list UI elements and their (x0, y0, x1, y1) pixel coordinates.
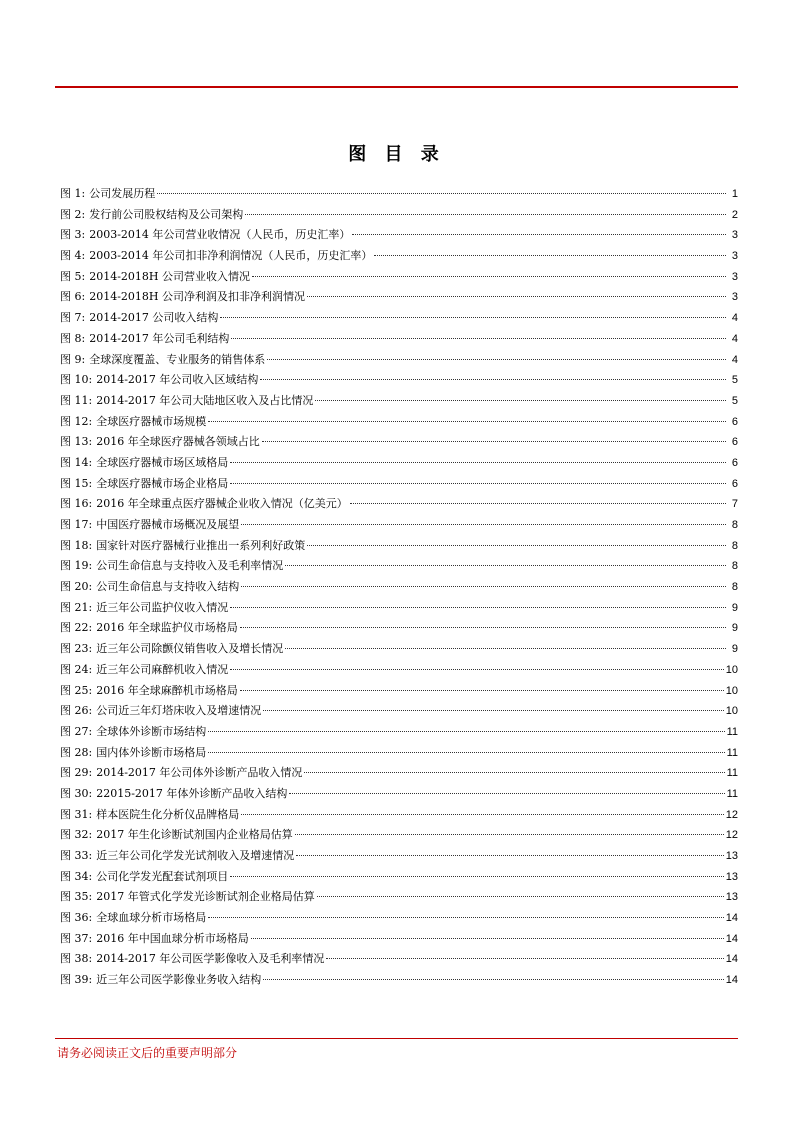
dot-leader (245, 214, 726, 215)
toc-page-number: 3 (731, 291, 738, 304)
toc-entry[interactable] (60, 475, 738, 496)
toc-page-number: 6 (731, 477, 738, 490)
toc-page-number: 11 (726, 725, 738, 738)
toc-figure-number: 图 13: (60, 435, 93, 449)
toc-page-number: 10 (725, 705, 738, 718)
toc-figure-number: 图 18: (60, 538, 93, 552)
toc-page-number: 13 (725, 850, 738, 862)
dot-leader (251, 938, 724, 939)
toc-figure-title: 2016 年中国血球分析市场格局 (96, 931, 249, 945)
toc-figure-title: 近三年公司麻醉机收入情况 (96, 662, 229, 676)
page-title: 图 目 录 (348, 144, 445, 165)
dot-leader (262, 441, 726, 442)
toc-figure-title: 2003-2014 年公司扣非净利润情况（人民币，历史汇率） (89, 249, 373, 263)
dot-leader (208, 731, 724, 732)
dot-leader (252, 276, 726, 277)
toc-page-number: 6 (731, 436, 738, 449)
toc-figure-number: 图 39: (60, 973, 93, 987)
dot-leader (374, 255, 726, 256)
dot-leader (230, 669, 724, 670)
toc-figure-title: 2016 年全球重点医疗器械企业收入情况（亿美元） (96, 497, 348, 511)
toc-page-number: 4 (731, 312, 738, 325)
dot-leader (230, 462, 726, 463)
dot-leader (285, 648, 726, 649)
toc-entry[interactable] (60, 433, 738, 454)
dot-leader (285, 565, 726, 566)
dot-leader (289, 793, 724, 794)
toc-figure-number: 图 2: (60, 207, 86, 221)
toc-figure-title: 2017 年管式化学发光诊断试剂企业格局估算 (96, 890, 315, 904)
toc-figure-title: 全球医疗器械市场规模 (96, 414, 207, 428)
toc-figure-title: 近三年公司监护仪收入情况 (96, 600, 229, 614)
toc-figure-title: 全球体外诊断市场结构 (96, 724, 207, 738)
dot-leader (240, 627, 726, 628)
toc-page-number: 14 (725, 932, 738, 945)
toc-page-number: 5 (731, 374, 738, 387)
toc-page-number: 4 (731, 332, 738, 345)
dot-leader (263, 710, 724, 711)
dot-leader (267, 359, 726, 360)
toc-entry[interactable] (60, 537, 738, 558)
toc-figure-number: 图 14: (60, 455, 93, 469)
toc-figure-number: 图 35: (60, 890, 93, 904)
toc-figure-title: 2014-2017 公司收入结构 (89, 311, 219, 325)
toc-page-number: 8 (731, 519, 738, 531)
dot-leader (230, 483, 726, 484)
toc-figure-title: 22015-2017 年体外诊断产品收入结构 (96, 786, 288, 800)
toc-figure-number: 图 32: (60, 828, 93, 842)
toc-figure-number: 图 27: (60, 724, 93, 738)
toc-entry[interactable] (60, 640, 738, 661)
dot-leader (326, 958, 723, 959)
toc-figure-number: 图 33: (60, 849, 93, 862)
toc-figure-number: 图 12: (60, 414, 93, 428)
toc-entry[interactable] (60, 247, 738, 268)
toc-entry[interactable] (60, 868, 738, 889)
toc-figure-number: 图 3: (60, 228, 86, 242)
toc-entry[interactable] (60, 599, 738, 620)
disclaimer-note: 请务必阅读正文后的重要声明部分 (57, 1046, 238, 1060)
toc-figure-title: 国家针对医疗器械行业推出一系列利好政策 (96, 538, 306, 552)
dot-leader (260, 379, 726, 380)
toc-entry[interactable] (60, 661, 738, 682)
toc-page-number: 2 (731, 208, 738, 221)
toc-figure-number: 图 24: (60, 662, 93, 676)
toc-page-number: 12 (725, 808, 738, 821)
toc-figure-number: 图 31: (60, 807, 93, 821)
toc-figure-number: 图 26: (60, 704, 93, 718)
toc-figure-title: 国内体外诊断市场格局 (96, 745, 207, 759)
dot-leader (352, 234, 726, 235)
toc-figure-title: 2003-2014 年公司营业收情况（人民币，历史汇率） (89, 228, 351, 242)
dot-leader (263, 979, 724, 980)
dot-leader (230, 607, 726, 608)
dot-leader (241, 586, 726, 587)
toc-figure-number: 图 11: (60, 393, 93, 407)
toc-figure-title: 全球血球分析市场格局 (96, 911, 207, 925)
toc-figure-title: 2014-2018H 公司营业收入情况 (89, 269, 250, 283)
toc-figure-number: 图 1: (60, 187, 86, 200)
dot-leader (220, 317, 726, 318)
toc-entry[interactable] (60, 785, 738, 806)
dot-leader (315, 400, 726, 401)
toc-page-number: 10 (725, 663, 738, 676)
dot-leader (350, 503, 726, 504)
dot-leader (208, 917, 724, 918)
toc-page-number: 8 (731, 560, 738, 573)
toc-page-number: 8 (731, 539, 738, 552)
toc-figure-number: 图 28: (60, 745, 93, 759)
toc-entry[interactable] (60, 950, 738, 971)
toc-page-number: 11 (726, 787, 738, 800)
toc-page-number: 8 (731, 581, 738, 594)
toc-figure-number: 图 20: (60, 580, 93, 594)
footer-divider (55, 1038, 738, 1039)
toc-entry[interactable] (60, 330, 738, 351)
toc-entry[interactable] (60, 309, 738, 330)
toc-page-number: 12 (725, 829, 738, 842)
dot-leader (240, 690, 724, 691)
toc-figure-title: 2017 年生化诊断试剂国内企业格局估算 (96, 828, 293, 842)
toc-figure-number: 图 9: (60, 352, 86, 366)
toc-entry[interactable] (60, 495, 738, 516)
toc-figure-title: 全球医疗器械市场企业格局 (96, 476, 229, 490)
toc-figure-number: 图 19: (60, 559, 93, 573)
toc-figure-number: 图 22: (60, 621, 93, 635)
toc-entry[interactable] (60, 454, 738, 475)
toc-entry[interactable] (60, 206, 738, 227)
toc-figure-title: 近三年公司医学影像业务收入结构 (96, 973, 262, 987)
toc-figure-title: 2014-2017 年公司大陆地区收入及占比情况 (96, 393, 314, 407)
toc-figure-title: 2014-2018H 公司净利润及扣非净利润情况 (89, 290, 305, 304)
toc-figure-title: 2014-2017 年公司收入区域结构 (96, 373, 259, 387)
toc-entry[interactable] (60, 371, 738, 392)
toc-page-number: 3 (731, 270, 738, 283)
toc-figure-title: 2016 年全球麻醉机市场格局 (96, 683, 238, 697)
toc-page-number: 11 (726, 767, 738, 780)
toc-entry[interactable] (60, 516, 738, 537)
toc-page-number: 4 (731, 353, 738, 366)
toc-figure-number: 图 10: (60, 373, 93, 387)
toc-figure-title: 公司发展历程 (89, 187, 156, 200)
toc-page-number: 13 (725, 870, 738, 883)
toc-entry[interactable] (60, 392, 738, 413)
toc-entry[interactable] (60, 268, 738, 289)
toc-figure-title: 公司生命信息与支持收入结构 (96, 580, 240, 594)
toc-entry[interactable] (60, 806, 738, 827)
dot-leader (230, 876, 724, 877)
toc-entry[interactable] (60, 764, 738, 785)
toc-figure-number: 图 6: (60, 290, 86, 304)
toc-figure-number: 图 23: (60, 642, 93, 656)
toc-page-number: 7 (731, 498, 738, 511)
toc-entry[interactable] (60, 578, 738, 599)
table-of-figures (60, 185, 738, 992)
toc-figure-number: 图 25: (60, 683, 93, 697)
toc-entry[interactable] (60, 619, 738, 640)
toc-page-number: 3 (731, 250, 738, 263)
dot-leader (208, 421, 726, 422)
toc-entry[interactable] (60, 702, 738, 723)
toc-figure-title: 2014-2017 年公司体外诊断产品收入情况 (96, 766, 303, 780)
toc-page-number: 1 (731, 188, 738, 200)
toc-page-number: 5 (731, 394, 738, 407)
toc-figure-number: 图 38: (60, 952, 93, 966)
toc-figure-number: 图 8: (60, 331, 86, 345)
toc-figure-number: 图 16: (60, 497, 93, 511)
dot-leader (295, 834, 724, 835)
dot-leader (208, 752, 724, 753)
header-divider (55, 86, 738, 88)
toc-page-number: 3 (731, 229, 738, 242)
toc-figure-title: 发行前公司股权结构及公司架构 (89, 207, 244, 221)
toc-figure-title: 2016 年全球监护仪市场格局 (96, 621, 238, 635)
toc-figure-number: 图 37: (60, 931, 93, 945)
toc-figure-number: 图 15: (60, 476, 93, 490)
toc-page-number: 6 (731, 456, 738, 469)
toc-page-number: 10 (725, 684, 738, 697)
toc-entry[interactable] (60, 185, 738, 206)
dot-leader (307, 296, 726, 297)
toc-figure-number: 图 5: (60, 269, 86, 283)
toc-figure-number: 图 21: (60, 600, 93, 614)
toc-entry[interactable] (60, 413, 738, 434)
toc-entry[interactable] (60, 723, 738, 744)
toc-figure-title: 公司近三年灯塔床收入及增速情况 (96, 704, 262, 718)
toc-page-number: 13 (725, 891, 738, 904)
toc-page-number: 14 (725, 974, 738, 987)
dot-leader (317, 896, 724, 897)
toc-figure-number: 图 30: (60, 786, 93, 800)
toc-page-number: 9 (731, 622, 738, 635)
toc-page-number: 9 (731, 601, 738, 614)
toc-entry[interactable] (60, 888, 738, 909)
dot-leader (296, 855, 724, 856)
toc-figure-title: 公司化学发光配套试剂项目 (96, 869, 229, 883)
toc-entry[interactable] (60, 351, 738, 372)
toc-page-number: 9 (731, 643, 738, 656)
toc-figure-title: 样本医院生化分析仪品牌格局 (96, 807, 240, 821)
toc-figure-title: 中国医疗器械市场概况及展望 (96, 518, 240, 531)
dot-leader (304, 772, 724, 773)
toc-entry[interactable] (60, 826, 738, 847)
toc-figure-title: 全球医疗器械市场区域格局 (96, 455, 229, 469)
toc-entry[interactable] (60, 682, 738, 703)
toc-entry[interactable] (60, 930, 738, 951)
toc-figure-title: 2014-2017 年公司医学影像收入及毛利率情况 (96, 952, 325, 966)
toc-figure-title: 近三年公司化学发光试剂收入及增速情况 (96, 849, 295, 862)
toc-figure-title: 2014-2017 年公司毛利结构 (89, 331, 230, 345)
dot-leader (307, 545, 726, 546)
toc-entry[interactable] (60, 909, 738, 930)
toc-figure-number: 图 36: (60, 911, 93, 925)
dot-leader (157, 193, 726, 194)
toc-figure-number: 图 29: (60, 766, 93, 780)
toc-entry[interactable] (60, 288, 738, 309)
toc-page-number: 11 (726, 746, 738, 759)
toc-entry[interactable] (60, 744, 738, 765)
toc-figure-number: 图 7: (60, 311, 86, 325)
toc-figure-title: 近三年公司除颤仪销售收入及增长情况 (96, 642, 284, 656)
dot-leader (241, 814, 724, 815)
toc-figure-title: 2016 年全球医疗器械各领域占比 (96, 435, 260, 449)
dot-leader (241, 524, 726, 525)
toc-figure-title: 全球深度覆盖、专业服务的销售体系 (89, 352, 266, 366)
toc-entry[interactable] (60, 226, 738, 247)
toc-figure-title: 公司生命信息与支持收入及毛利率情况 (96, 559, 284, 573)
toc-entry[interactable] (60, 557, 738, 578)
toc-entry[interactable] (60, 847, 738, 868)
toc-page-number: 14 (725, 912, 738, 925)
toc-figure-number: 图 4: (60, 249, 86, 263)
toc-page-number: 6 (731, 415, 738, 428)
toc-figure-number: 图 17: (60, 518, 93, 531)
toc-entry[interactable] (60, 971, 738, 992)
dot-leader (231, 338, 726, 339)
toc-page-number: 14 (725, 953, 738, 966)
toc-figure-number: 图 34: (60, 869, 93, 883)
